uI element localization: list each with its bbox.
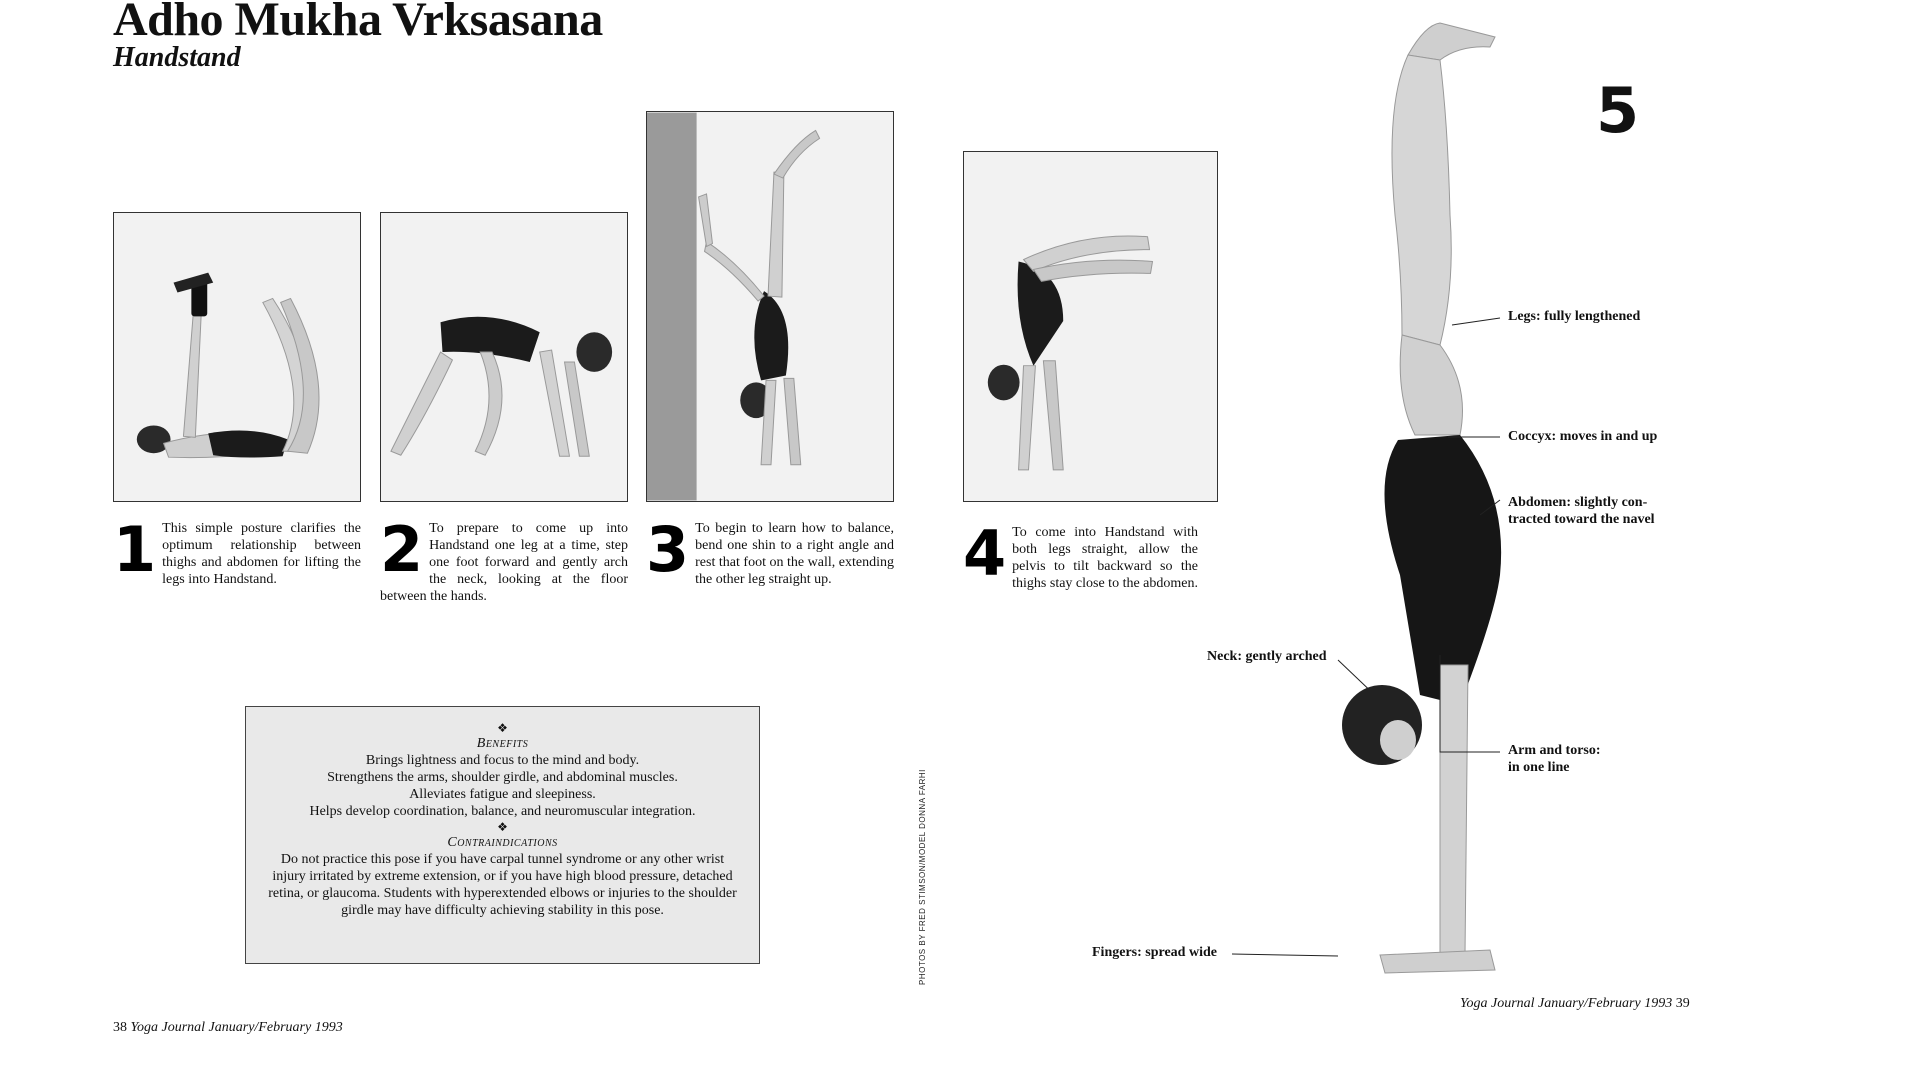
label-abdomen-line2: tracted toward the navel: [1508, 512, 1655, 527]
leader-line-fingers: [1232, 954, 1338, 956]
benefit-item: Strengthens the arms, shoulder girdle, and abdominal muscles.: [327, 770, 678, 785]
step-number: 3: [646, 513, 690, 586]
page-title: Adho Mukha Vrksasana: [113, 0, 603, 46]
ornament-icon: ❖: [497, 820, 508, 834]
page-number: 38: [113, 1020, 127, 1035]
ornament-icon: ❖: [497, 721, 508, 735]
benefits-heading: Benefits: [476, 736, 529, 751]
folio-text: Yoga Journal January/February 1993: [1460, 996, 1673, 1011]
label-neck: Neck: gently arched: [1207, 649, 1327, 664]
benefit-item: Helps develop coordination, balance, and neuromuscular integration.: [309, 804, 696, 819]
label-abdomen-line1: Abdomen: slightly con-: [1508, 495, 1648, 510]
contraindications-text: Do not practice this pose if you have carpal tunnel syndrome or any other wrist injury irritated by extreme extension, or if you have high blood pressure, detached retina, or glaucoma. Students with hyperextended elbows or injuries to the shoulder girdle may have difficulty achieving stability in this pose.: [268, 852, 737, 918]
step-text: This simple posture clarifies the optimum relationship between thighs and abdomen for lifting the legs into Handstand.: [162, 521, 361, 587]
label-arm-line1: Arm and torso:: [1508, 743, 1601, 758]
label-fingers: Fingers: spread wide: [1092, 945, 1217, 960]
step-number: 4: [963, 517, 1007, 590]
label-legs: Legs: fully lengthened: [1508, 309, 1641, 324]
main-photo-number: 5: [1596, 74, 1640, 147]
step-number: 2: [380, 513, 424, 586]
leader-line-arm: [1440, 655, 1500, 752]
benefit-item: Alleviates fatigue and sleepiness.: [409, 787, 596, 802]
benefit-item: Brings lightness and focus to the mind and body.: [365, 753, 640, 768]
page-subtitle: Handstand: [113, 42, 241, 73]
photo-credit: PHOTOS BY FRED STIMSON/MODEL DONNA FARHI: [918, 769, 927, 985]
step-text: To begin to learn how to balance, bend one shin to a right angle and rest that foot on the wall, extending the other leg straight up.: [695, 521, 894, 587]
leader-line-abdomen: [1480, 500, 1500, 515]
step-text: To prepare to come up into Handstand one leg at a time, step one foot forward and gently arch the neck, looking at the floor between the hands.: [380, 521, 628, 604]
label-arm-line2: in one line: [1508, 760, 1570, 775]
folio-text: Yoga Journal January/February 1993: [130, 1020, 343, 1035]
leader-line-neck: [1338, 660, 1380, 700]
step-number: 1: [113, 513, 157, 586]
page-number: 39: [1675, 996, 1690, 1011]
contraindications-heading: Contraindications: [447, 835, 558, 850]
leader-line-legs: [1452, 318, 1500, 325]
step-text: To come into Handstand with both legs straight, allow the pelvis to tilt backward so the thighs stay close to the abdomen.: [1012, 525, 1198, 591]
label-coccyx: Coccyx: moves in and up: [1508, 429, 1658, 444]
